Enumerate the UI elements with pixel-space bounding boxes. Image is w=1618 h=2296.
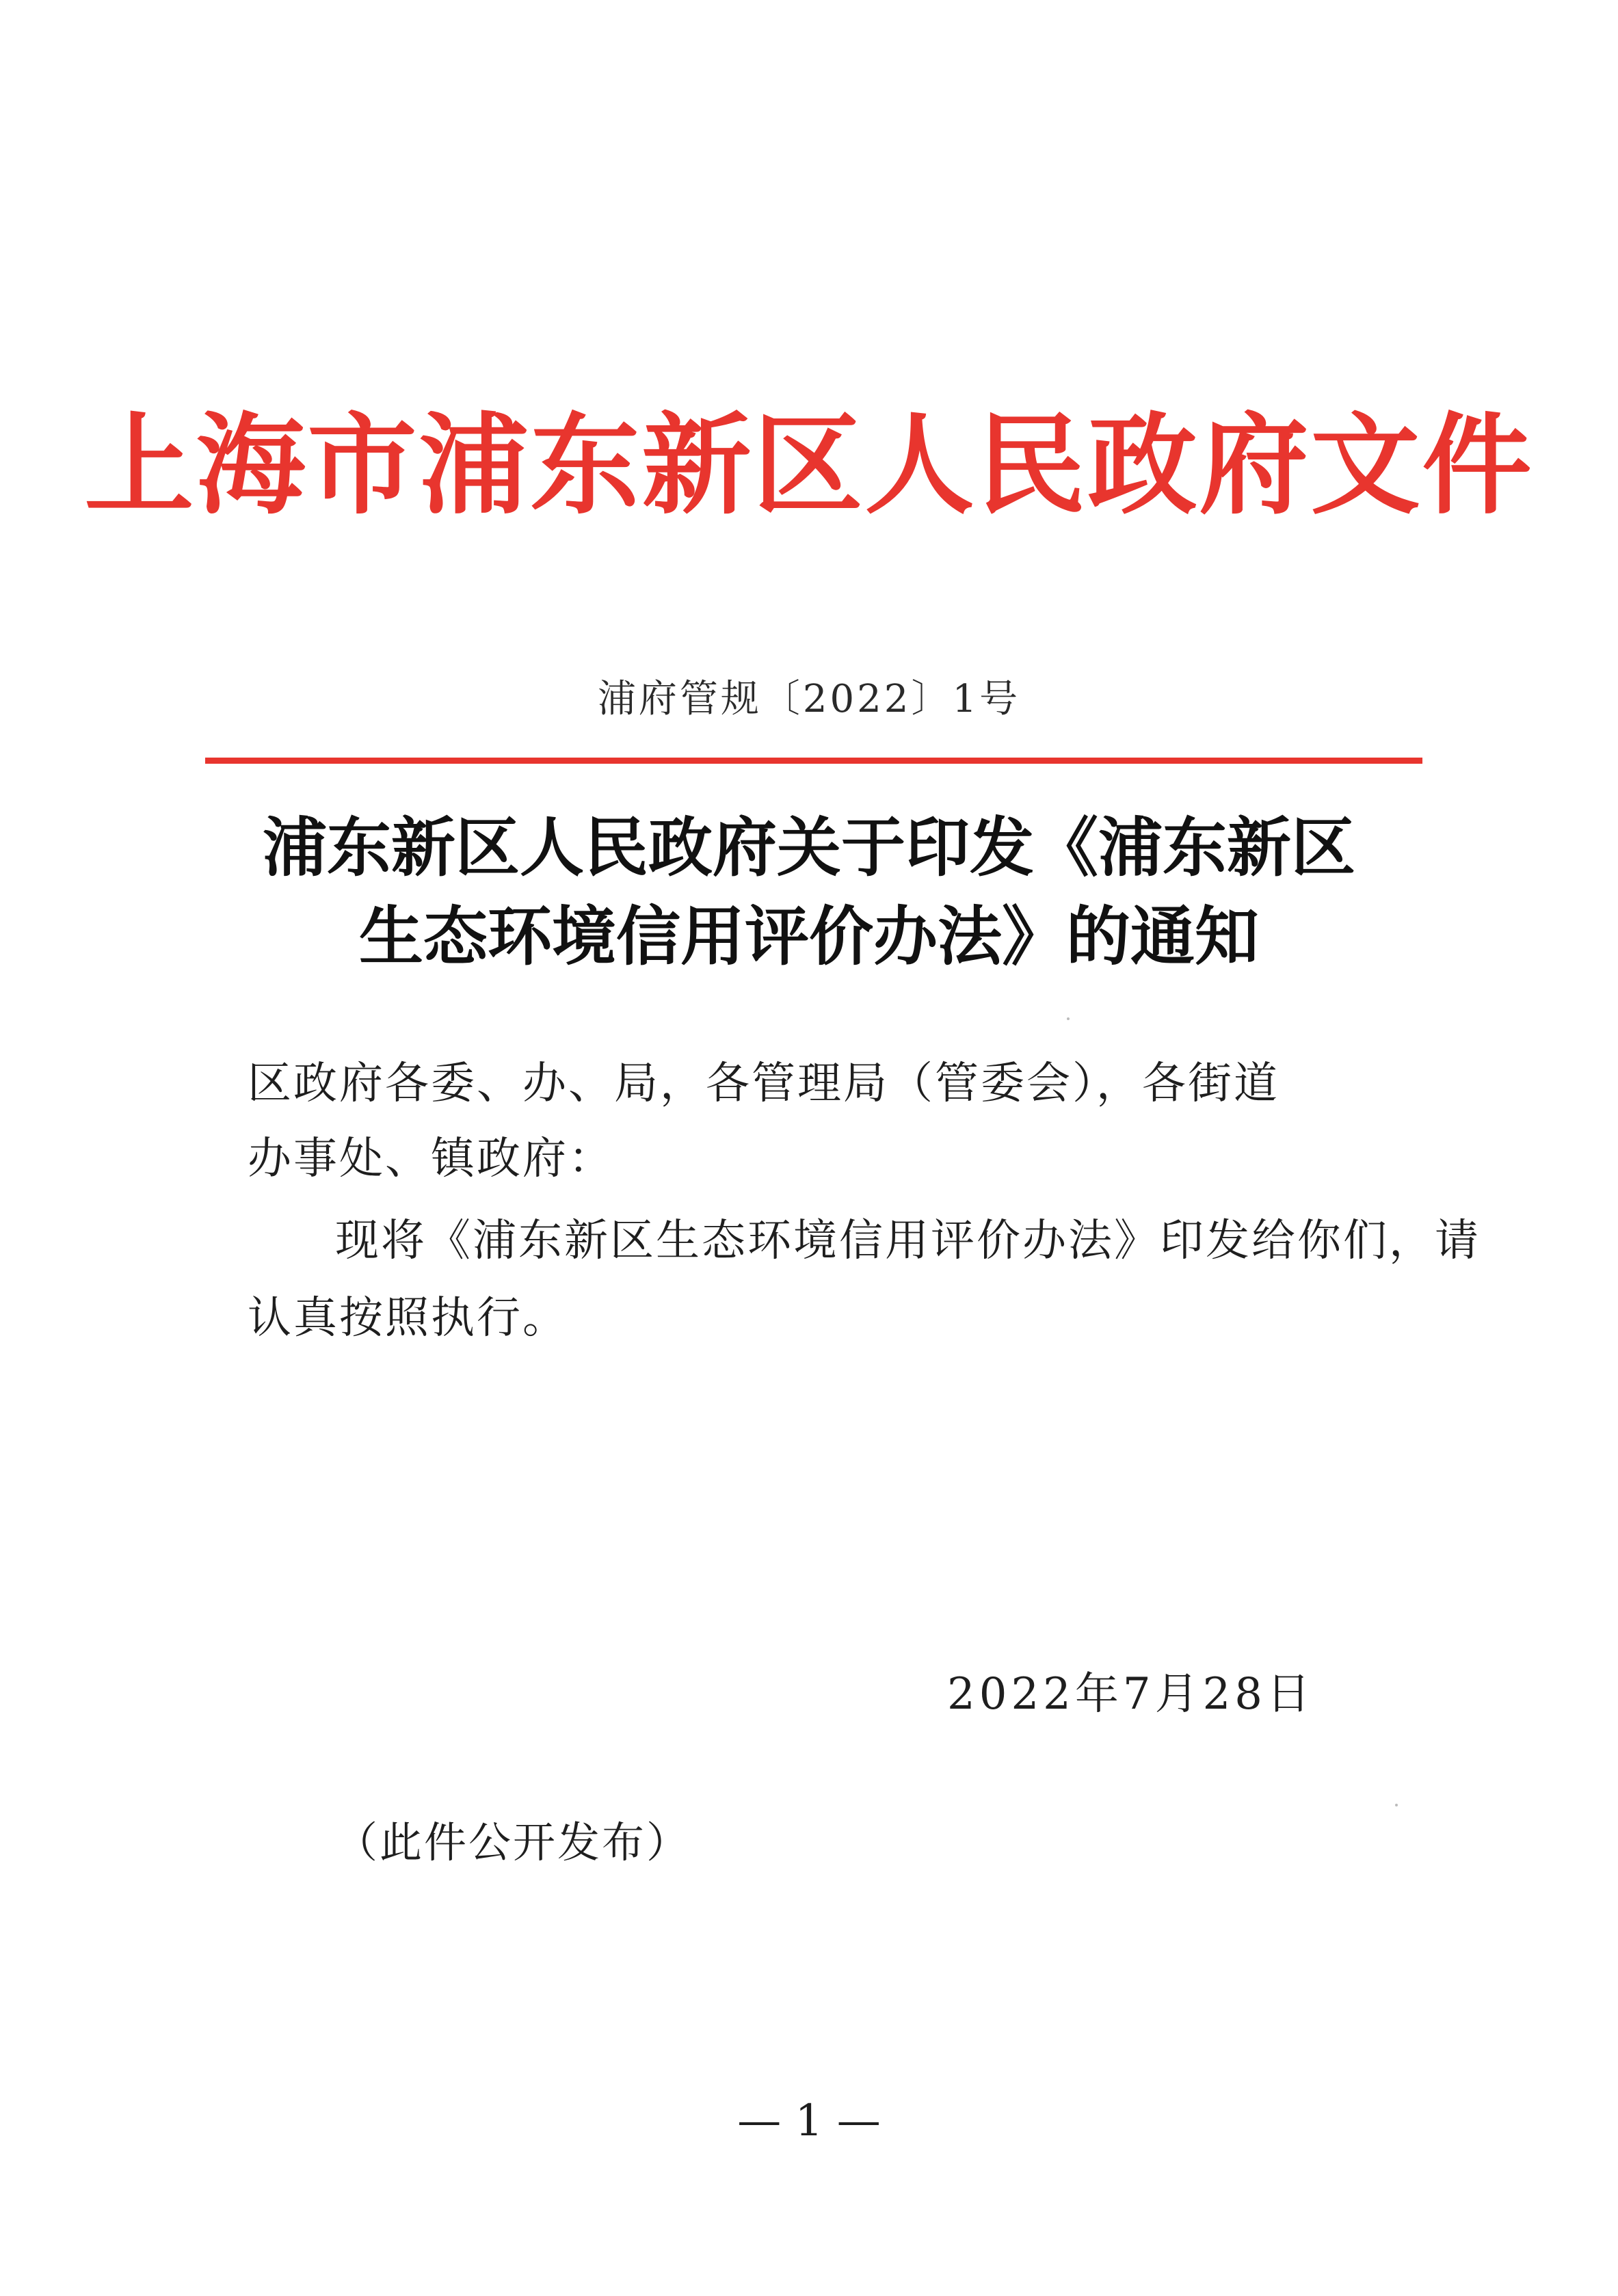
document-number: 浦府管规〔2022〕1号 <box>597 677 1021 721</box>
addressee-line-2: 办事处、镇政府： <box>248 1134 614 1184</box>
red-divider-line <box>205 758 1422 764</box>
scan-speck <box>1067 1017 1070 1020</box>
addressee-line-1: 区政府各委、办、局，各管理局（管委会），各街道 <box>248 1058 1279 1109</box>
disclosure-note: （此件公开发布） <box>335 1817 691 1867</box>
scan-speck <box>1395 1804 1398 1806</box>
masthead-title: 上海市浦东新区人民政府文件 <box>84 401 1534 529</box>
page-number: — 1 — <box>737 2096 881 2146</box>
document-title-line-1: 浦东新区人民政府关于印发《浦东新区 <box>262 810 1355 885</box>
body-paragraph-line-2: 认真按照执行。 <box>248 1293 568 1344</box>
issue-date: 2022年7月28日 <box>947 1669 1315 1720</box>
document-title-line-2: 生态环境信用评价办法》的通知 <box>358 899 1259 974</box>
body-paragraph-line-1: 现将《浦东新区生态环境信用评价办法》印发给你们，请 <box>335 1216 1481 1266</box>
